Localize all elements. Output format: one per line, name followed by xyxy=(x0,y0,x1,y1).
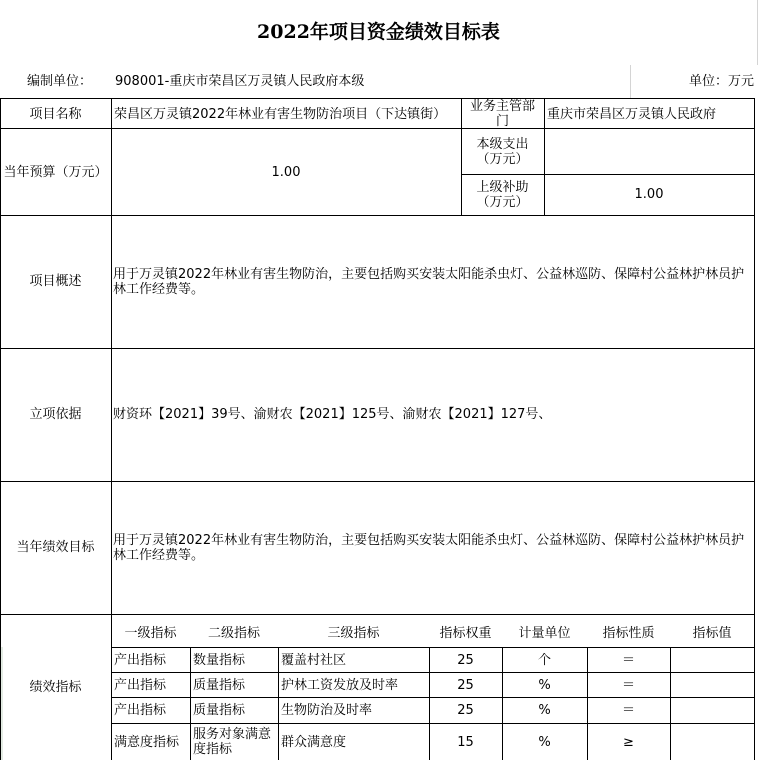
goal-text: 用于万灵镇2022年林业有害生物防治，主要包括购买安装太阳能杀虫灯、公益林巡防、保障村公益林护林员护林工作经费等。 xyxy=(113,532,745,563)
indicator-level1: 满意度指标 xyxy=(114,734,180,750)
indicator-value xyxy=(670,698,754,723)
overview-text: 用于万灵镇2022年林业有害生物防治，主要包括购买安装太阳能杀虫灯、公益林巡防、保障村公益林护林员护林工作经费等。 xyxy=(113,266,745,297)
indicator-level3: 群众满意度 xyxy=(281,734,347,750)
table-border xyxy=(111,672,754,673)
indicator-unit: 个 xyxy=(537,652,551,668)
dept-value: 重庆市荣昌区万灵镇人民政府 xyxy=(547,106,717,122)
indicator-level3: 护林工资发放及时率 xyxy=(281,677,399,693)
org-value: 908001-重庆市荣昌区万灵镇人民政府本级 xyxy=(115,74,365,89)
project-name-label: 项目名称 xyxy=(29,106,82,122)
dept-label: 业务主管部门 xyxy=(469,99,535,129)
table-border xyxy=(0,481,754,482)
indicator-level1: 产出指标 xyxy=(114,652,167,668)
indicator-unit: % xyxy=(538,677,551,693)
table-border xyxy=(754,98,755,760)
table-border xyxy=(278,647,279,760)
table-border xyxy=(429,647,430,760)
indicator-header: 三级指标 xyxy=(327,626,380,641)
indicator-level3: 生物防治及时率 xyxy=(281,703,373,718)
indicator-nature: ≥ xyxy=(623,734,634,750)
indicator-level1: 产出指标 xyxy=(114,703,167,718)
project-name-value: 荣昌区万灵镇2022年林业有害生物防治项目（下达镇街） xyxy=(114,106,447,122)
table-border xyxy=(111,697,754,698)
indicator-weight: 25 xyxy=(457,677,474,693)
basis-text: 财资环【2021】39号、渝财农【2021】125号、渝财农【2021】127号、 xyxy=(113,407,552,422)
goal-label: 当年绩效目标 xyxy=(16,540,95,555)
indicator-header: 一级指标 xyxy=(124,626,177,641)
indicator-value xyxy=(670,673,754,697)
table-border xyxy=(670,647,671,760)
table-border xyxy=(0,215,754,216)
indicator-header: 指标值 xyxy=(692,626,732,641)
indicator-weight: 25 xyxy=(457,703,474,718)
table-border xyxy=(0,98,754,99)
table-border xyxy=(461,174,754,175)
indicator-weight: 15 xyxy=(457,734,474,750)
local-expense-value xyxy=(544,129,754,174)
local-expense-label: 本级支出（万元） xyxy=(476,136,529,167)
table-border xyxy=(0,348,754,349)
indicator-level2: 数量指标 xyxy=(193,652,246,668)
indicator-nature: ＝ xyxy=(621,703,635,718)
table-border xyxy=(111,723,754,724)
table-border xyxy=(190,647,191,760)
basis-label: 立项依据 xyxy=(29,407,82,422)
table-border xyxy=(544,98,545,215)
table-border xyxy=(0,128,754,129)
indicator-header: 指标权重 xyxy=(439,626,492,641)
indicator-level1: 产出指标 xyxy=(114,677,167,693)
table-border xyxy=(111,647,754,648)
indicator-value xyxy=(670,648,754,672)
overview-label: 项目概述 xyxy=(29,274,82,289)
indicator-level2: 服务对象满意度指标 xyxy=(193,727,272,757)
indicator-level2: 质量指标 xyxy=(193,677,246,693)
indicator-header: 计量单位 xyxy=(518,626,571,641)
sheet-title: 2022年项目资金绩效目标表 xyxy=(257,21,500,43)
indicator-level2: 质量指标 xyxy=(193,703,246,718)
table-border xyxy=(0,98,1,760)
table-border xyxy=(587,647,588,760)
table-border xyxy=(111,98,112,760)
unit-text: 单位：万元 xyxy=(688,74,754,89)
upper-subsidy-value: 1.00 xyxy=(634,187,664,202)
table-border xyxy=(461,98,462,215)
indicator-nature: ＝ xyxy=(621,677,635,693)
table-border xyxy=(502,647,503,760)
indicator-header: 二级指标 xyxy=(207,626,260,641)
org-label: 编制单位： xyxy=(27,74,93,89)
indicator-unit: % xyxy=(538,703,551,718)
indicator-level3: 覆盖村社区 xyxy=(281,652,347,668)
indicators-label: 绩效指标 xyxy=(29,679,82,695)
indicator-value xyxy=(670,724,754,760)
indicator-nature: ＝ xyxy=(621,652,635,668)
indicator-unit: % xyxy=(538,734,551,750)
budget-value: 1.00 xyxy=(271,164,301,180)
budget-label: 当年预算（万元） xyxy=(3,164,108,180)
indicator-header: 指标性质 xyxy=(602,626,655,641)
indicator-weight: 25 xyxy=(457,652,474,668)
table-border xyxy=(0,614,754,615)
upper-subsidy-label: 上级补助（万元） xyxy=(476,179,529,210)
